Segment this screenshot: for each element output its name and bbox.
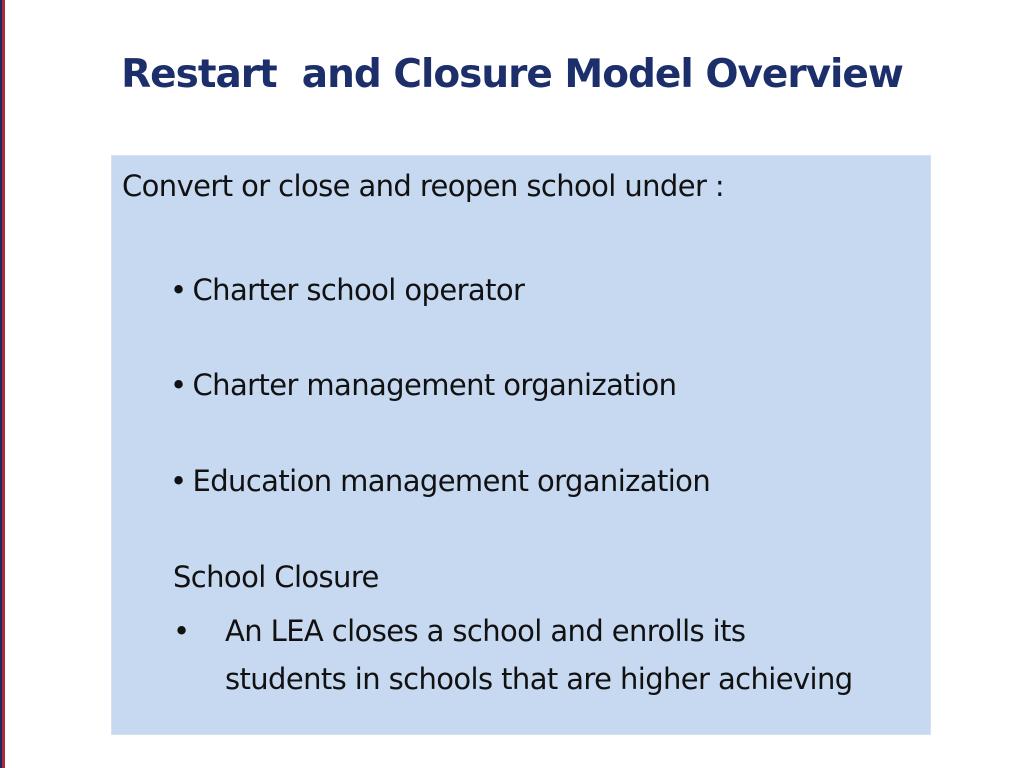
list-item-charter-operator bbox=[170, 272, 524, 308]
school-closure-heading: School Closure bbox=[173, 560, 379, 594]
content-box bbox=[111, 155, 931, 735]
slide-edge-stripe bbox=[0, 0, 5, 768]
list-item-label: Education management organization bbox=[192, 464, 711, 498]
school-closure-description: An LEA closes a school and enrolls its students in schools that are higher achieving bbox=[225, 614, 853, 696]
bullet-icon: • bbox=[173, 614, 190, 648]
list-item-label: Charter management organization bbox=[192, 368, 677, 402]
slide-title: Restart and Closure Model Overview bbox=[121, 52, 903, 97]
list-item-education-management bbox=[170, 463, 710, 499]
bullet-icon: • bbox=[170, 464, 187, 498]
bullet-icon: • bbox=[170, 273, 187, 307]
list-item-charter-management bbox=[170, 367, 676, 403]
list-item-label: Charter school operator bbox=[192, 273, 525, 307]
bullet-icon: • bbox=[170, 368, 187, 402]
intro-text: Convert or close and reopen school under : bbox=[122, 169, 725, 203]
